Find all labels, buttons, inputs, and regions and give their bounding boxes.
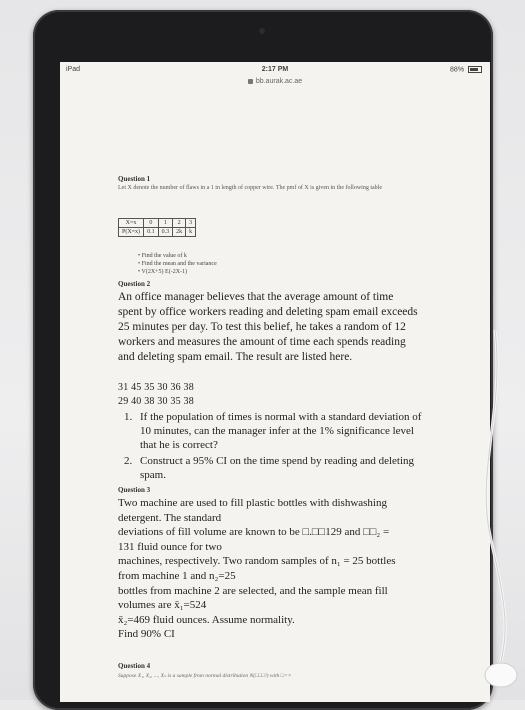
question1-bullets — [138, 252, 217, 276]
question4-text: Suppose X₁, X₂, ..., Xₙ is a sample from normal distribution N(□□□²) with □=× — [118, 673, 292, 679]
question3-title: Question 3 — [118, 486, 151, 494]
earphone-cable — [465, 330, 525, 700]
question1-intro: Let X denote the number of flaws in a 1 in length of copper wire. The pmf of X is given in the following table — [118, 185, 382, 191]
table-cell: P(X=x) — [119, 228, 144, 237]
question1-title: Question 1 — [118, 175, 151, 183]
camera-icon — [259, 28, 265, 34]
question2-items — [124, 410, 424, 484]
ipad-screen — [60, 62, 490, 702]
device-label: iPad — [66, 66, 81, 73]
url-text: bb.aurak.ac.ae — [255, 78, 303, 85]
data-row-2: 29 40 38 30 35 38 — [118, 396, 194, 407]
table-cell: 3 — [186, 219, 196, 228]
table-cell: 0.1 — [144, 228, 159, 237]
pmf-table — [118, 218, 196, 237]
list-item — [124, 410, 424, 452]
question3-line: 131 fluid ounce for two — [118, 540, 222, 553]
status-bar — [60, 62, 490, 78]
lock-icon — [248, 79, 253, 84]
table-cell: k — [186, 228, 196, 237]
list-item — [124, 454, 424, 482]
question3-body — [118, 496, 418, 642]
table-cell: 2 — [173, 219, 186, 228]
item-text: Construct a 95% CI on the time spend by reading and deleting spam. — [140, 455, 415, 481]
table-cell: 1 — [158, 219, 173, 228]
list-item: • Find the value of k — [138, 252, 217, 260]
document-page — [60, 94, 490, 702]
item-number: 2. — [124, 455, 133, 467]
question3-line: machines, respectively. Two random samples of n₁ = 25 bottles from machine 1 and n₂=25 — [118, 555, 396, 582]
question3-line: Two machine are used to fill plastic bottles with dishwashing detergent. The standard — [118, 497, 387, 524]
table-row — [119, 219, 196, 228]
question3-line: Find 90% CI — [118, 628, 175, 641]
item-text: If the population of times is normal with a standard deviation of 10 minutes, can the manager infer at the 1% significance level that he is correct? — [140, 411, 422, 451]
question3-line: deviations of fill volume are known to be □.□□129 and □□₂ = — [118, 526, 390, 539]
battery-percent: 88% — [450, 66, 465, 74]
table-row — [119, 228, 196, 237]
status-time: 2:17 PM — [261, 66, 289, 73]
list-item: • Find the mean and the variance — [138, 260, 217, 268]
battery-indicator — [450, 66, 482, 73]
question2-title: Question 2 — [118, 280, 151, 288]
table-cell: 0 — [144, 219, 159, 228]
question2-paragraph: An office manager believes that the average amount of time spent by office workers reading and deleting spam email exceeds 25 minutes per day. To test this belief, he takes a random of 12 workers and measures the amount of time each spends reading and deleting spam email. The result are listed here. — [118, 291, 418, 363]
address-bar[interactable] — [60, 78, 490, 92]
data-row-1: 31 45 35 30 36 38 — [118, 382, 194, 393]
battery-icon — [468, 66, 482, 73]
question4-title: Question 4 — [118, 662, 151, 670]
table-cell: 0.3 — [158, 228, 173, 237]
question3-line: x̄₂=469 fluid ounces. Assume normality. — [118, 613, 295, 626]
item-number: 1. — [124, 411, 133, 423]
list-item: • V(2X+5) E(-2X-1) — [138, 268, 217, 276]
table-cell: X=x — [119, 219, 144, 228]
question3-line: bottles from machine 2 are selected, and the sample mean fill volumes are x̄₁=524 — [118, 584, 388, 612]
table-cell: 2k — [173, 228, 186, 237]
